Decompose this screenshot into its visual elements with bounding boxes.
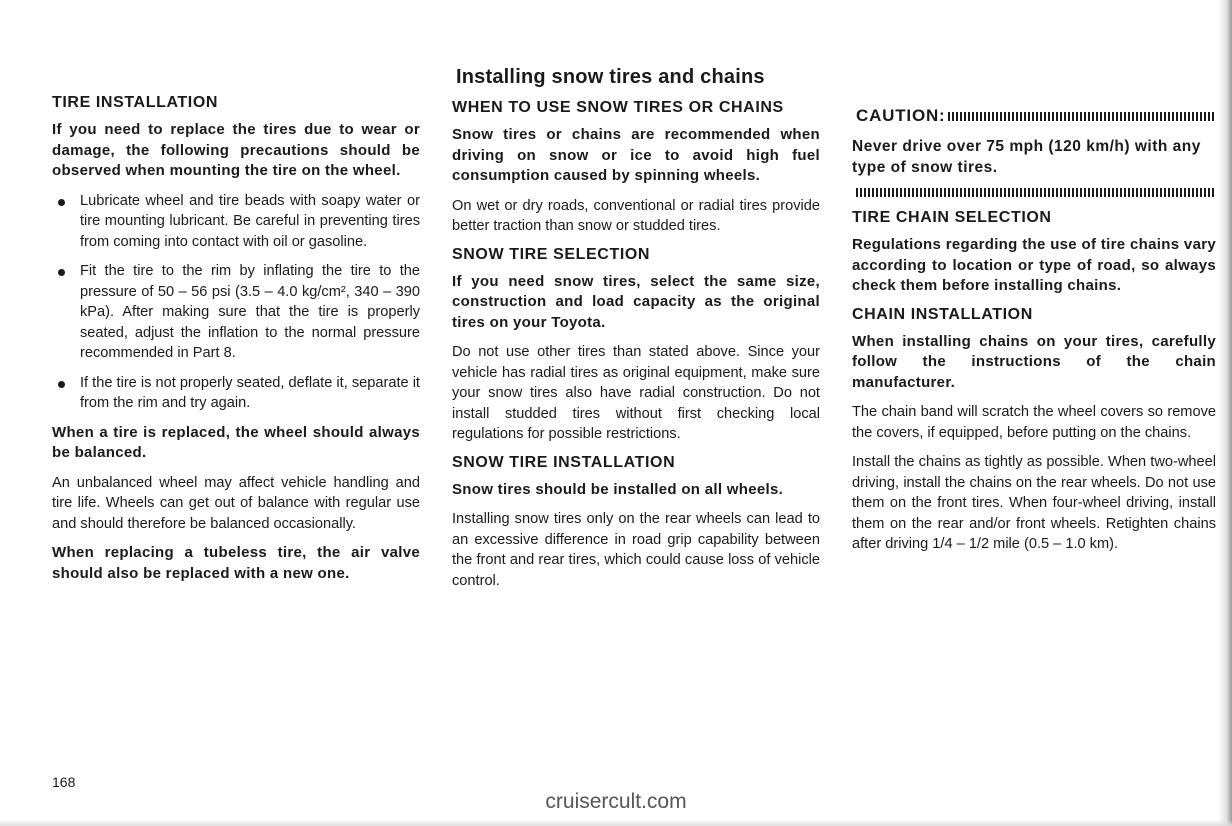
middle-column: [452, 66, 820, 600]
when-to-use-heading: WHEN TO USE SNOW TIRES OR CHAINS: [452, 99, 784, 116]
tire-installation-heading: TIRE INSTALLATION: [52, 94, 219, 111]
caution-hatch-line: [948, 112, 1217, 121]
bullet-item: [52, 373, 420, 414]
snow-tire-installation-heading: SNOW TIRE INSTALLATION: [452, 453, 676, 471]
chain-installation-heading: CHAIN INSTALLATION: [852, 305, 1033, 323]
bullet-text: Fit the tire to the rim by inflating the tire to the pressure of 50 – 56 psi (3.5 – 4.0 kg/cm², 340 – 390 kPa). After making sure that the tire is properly seated, adjust the inflation to the normal pressure recommended in Part 8.: [80, 263, 420, 361]
snow-tire-selection-bold: If you need snow tires, select the same size, construction and load capacity as the original tires on your Toyota.: [452, 272, 820, 331]
balanced-text: An unbalanced wheel may affect vehicle handling and tire life. Wheels can get out of balance with regular use and should therefore be balanced occasionally.: [52, 474, 420, 532]
snow-tire-installation-bold: Snow tires should be installed on all wheels.: [452, 480, 784, 498]
chain-installation-text-1: The chain band will scratch the wheel covers so remove the covers, if equipped, before putting on the chains.: [852, 404, 1216, 441]
bullet-text: Lubricate wheel and tire beads with soapy water or tire mounting lubricant. Be careful in preventing tires from coming into contact with oil or gasoline.: [80, 192, 420, 250]
caution-end-hatch-line: [856, 188, 1216, 197]
bullet-dot-icon: [58, 381, 65, 388]
tubeless-bold-text: When replacing a tubeless tire, the air valve should also be replaced with a new one.: [52, 544, 420, 582]
left-column: [52, 94, 420, 593]
bullet-dot-icon: [58, 269, 65, 276]
tire-installation-bullets: [52, 191, 420, 414]
page-edge-shadow: [1218, 0, 1232, 826]
when-to-use-bold: Snow tires or chains are recommended when driving on snow or ice to avoid high fuel consumption caused by spinning wheels.: [452, 126, 820, 184]
bullet-item: [52, 261, 420, 364]
tire-installation-intro: If you need to replace the tires due to wear or damage, the following precautions should be observed when mounting the tire on the wheel.: [52, 121, 420, 179]
section-title: Installing snow tires and chains: [456, 66, 765, 88]
snow-tire-installation-text: Installing snow tires only on the rear wheels can lead to an excessive difference in road grip capability between the front and rear tires, which could cause loss of vehicle control.: [452, 511, 820, 589]
caution-header: [856, 106, 1216, 126]
bullet-text: If the tire is not properly seated, deflate it, separate it from the rim and try again.: [80, 374, 420, 411]
chain-installation-bold: When installing chains on your tires, carefully follow the instructions of the chain manufacturer.: [852, 332, 1216, 391]
when-to-use-text: On wet or dry roads, conventional or radial tires provide better traction than snow or studded tires.: [452, 197, 820, 234]
caution-text: Never drive over 75 mph (120 km/h) with any type of snow tires.: [852, 138, 1201, 176]
tire-chain-selection-bold: Regulations regarding the use of tire chains vary according to location or type of road, so always check them before installing chains.: [852, 236, 1216, 294]
page-number: 168: [52, 774, 76, 790]
snow-tire-selection-heading: SNOW TIRE SELECTION: [452, 245, 651, 263]
bullet-dot-icon: [58, 199, 65, 206]
watermark-text: cruisercult.com: [545, 790, 687, 813]
bullet-item: [52, 191, 420, 253]
tire-chain-selection-heading: TIRE CHAIN SELECTION: [852, 209, 1052, 226]
chain-installation-text-2: Install the chains as tightly as possible. When two-wheel driving, install the chains on the rear wheels. Do not use them on the front tires. When four-wheel driving, install them on the rear and/or front wheels. Retighten chains after driving 1/4 – 1/2 mile (0.5 – 1.0 km).: [852, 454, 1216, 552]
caution-label: CAUTION:: [856, 106, 946, 125]
right-column: [850, 106, 1216, 564]
bottom-edge-shadow: [0, 820, 1232, 826]
balanced-bold-text: When a tire is replaced, the wheel should always be balanced.: [52, 423, 420, 461]
snow-tire-selection-text: Do not use other tires than stated above. Since your vehicle has radial tires as original equipment, make sure your snow tires also have radial construction. Do not install studded tires without first checking local regulations for possible restrictions.: [452, 344, 820, 442]
